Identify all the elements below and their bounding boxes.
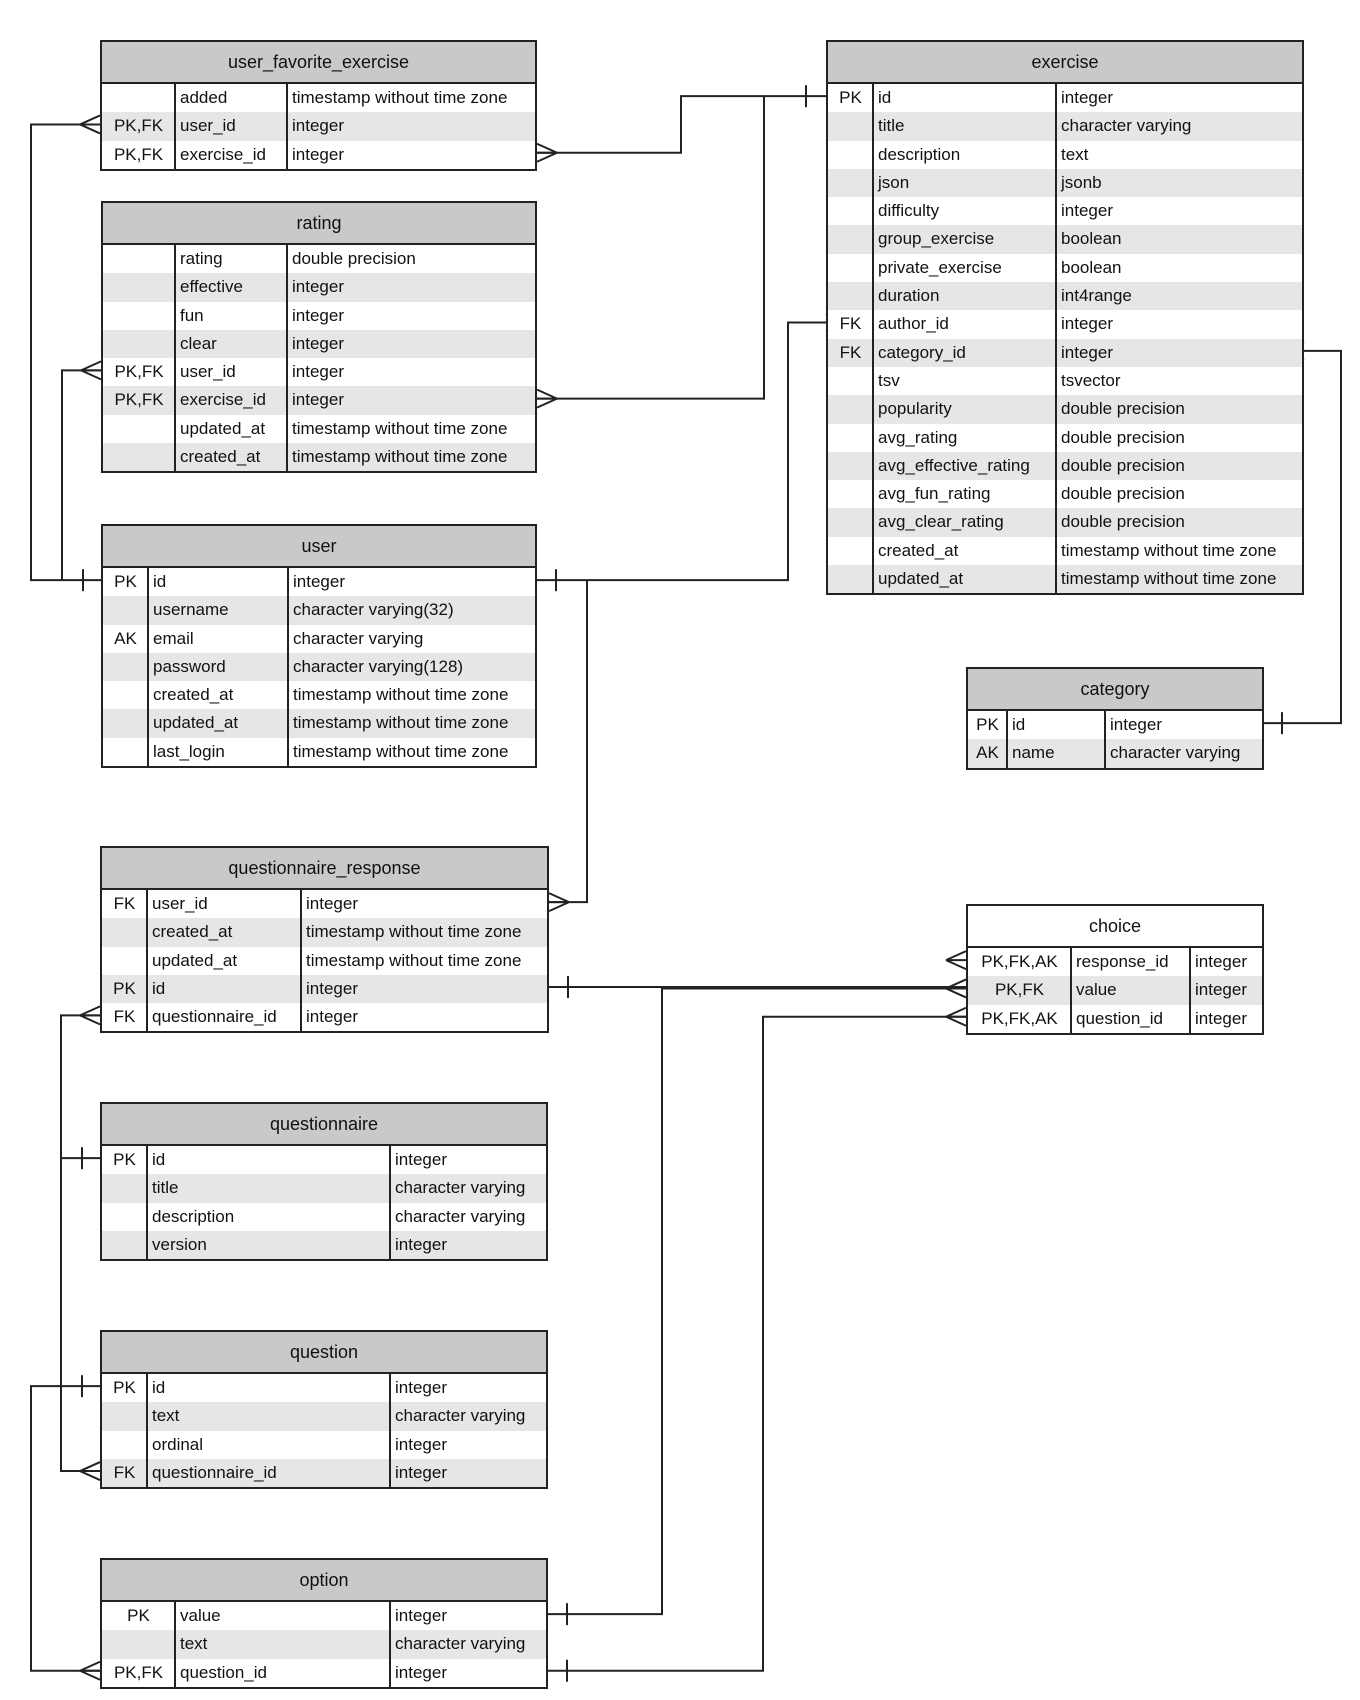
- relationship-line: [31, 1386, 100, 1671]
- table-row: [102, 1402, 546, 1430]
- relationship-line: [537, 96, 764, 399]
- column-type: integer: [395, 1434, 447, 1454]
- key-cell: [102, 1231, 147, 1259]
- column-divider: [1070, 948, 1072, 1033]
- table-row: [968, 1005, 1262, 1033]
- column-divider: [1006, 711, 1008, 768]
- relationship-line: [548, 1017, 966, 1671]
- table-row: [828, 84, 1302, 112]
- table-row: [103, 681, 535, 709]
- table-title: questionnaire: [102, 1104, 546, 1146]
- key-cell: [103, 245, 175, 273]
- relationship-line: [537, 323, 826, 581]
- table-row: [103, 386, 535, 414]
- column-type: timestamp without time zone: [292, 447, 508, 467]
- table-row: [102, 1203, 546, 1231]
- table-row: [103, 302, 535, 330]
- table-row: [103, 273, 535, 301]
- column-type: timestamp without time zone: [293, 713, 509, 733]
- table-option: [100, 1558, 548, 1689]
- key-cell: [102, 84, 175, 112]
- table-row: [828, 169, 1302, 197]
- column-divider: [1055, 84, 1057, 593]
- column-name: id: [152, 1378, 166, 1397]
- table-title: questionnaire_response: [102, 848, 547, 890]
- key-cell: FK: [113, 894, 136, 913]
- column-name: user_id: [180, 362, 236, 382]
- key-cell: PK,FK: [113, 1662, 164, 1682]
- key-cell: PK: [113, 1150, 136, 1169]
- column-name: value: [180, 1606, 221, 1625]
- column-type: character varying: [1061, 116, 1192, 136]
- column-type: timestamp without time zone: [293, 685, 509, 705]
- table-row: [103, 738, 535, 766]
- column-type: integer: [1061, 342, 1113, 362]
- column-type: double precision: [1061, 512, 1185, 532]
- column-name: popularity: [878, 399, 952, 419]
- key-cell: [828, 141, 873, 169]
- column-name: name: [1012, 743, 1055, 763]
- column-type: integer: [1061, 88, 1113, 107]
- column-type: double precision: [292, 249, 416, 268]
- table-row: [102, 1231, 546, 1259]
- table-row: [103, 653, 535, 681]
- column-name: group_exercise: [878, 229, 995, 249]
- table-questionnaire: [100, 1102, 548, 1261]
- key-cell: PK: [839, 88, 862, 107]
- key-cell: [102, 918, 147, 946]
- relationship-line: [62, 370, 101, 580]
- table-row: [103, 625, 535, 653]
- column-name: fun: [180, 305, 204, 325]
- key-cell: [828, 197, 873, 225]
- table-title: question: [102, 1332, 546, 1374]
- column-name: text: [152, 1406, 180, 1426]
- key-cell: [828, 254, 873, 282]
- column-name: updated_at: [153, 713, 239, 733]
- key-cell: PK,FK: [113, 144, 164, 164]
- table-row: [968, 976, 1262, 1004]
- column-divider: [146, 890, 148, 1031]
- key-cell: PK: [976, 715, 999, 734]
- column-divider: [147, 568, 149, 766]
- column-type: integer: [1110, 715, 1162, 734]
- column-name: questionnaire_id: [152, 1007, 277, 1027]
- column-name: updated_at: [152, 950, 238, 970]
- table-user: [101, 524, 537, 768]
- table-rating: [101, 201, 537, 473]
- crows-foot-marker: [81, 361, 101, 379]
- key-cell: [828, 508, 873, 536]
- key-cell: FK: [113, 1462, 136, 1482]
- column-name: description: [152, 1206, 235, 1226]
- column-type: character varying(128): [293, 656, 464, 676]
- key-cell: [828, 395, 873, 423]
- relationship-line: [537, 96, 826, 153]
- column-divider: [174, 1602, 176, 1687]
- key-cell: PK,FK,AK: [981, 1008, 1058, 1028]
- table-row: [828, 282, 1302, 310]
- column-type: boolean: [1061, 229, 1122, 249]
- table-title: option: [102, 1560, 546, 1602]
- column-name: ordinal: [152, 1434, 204, 1454]
- column-type: double precision: [1061, 455, 1185, 475]
- column-divider: [389, 1146, 391, 1259]
- key-cell: [102, 1203, 147, 1231]
- column-type: integer: [395, 1462, 447, 1482]
- column-name: exercise_id: [180, 144, 266, 164]
- column-name: response_id: [1076, 952, 1169, 971]
- column-name: questionnaire_id: [152, 1462, 277, 1482]
- table-row: [828, 508, 1302, 536]
- column-name: title: [878, 116, 905, 136]
- column-name: question_id: [1076, 1008, 1163, 1028]
- table-row: [102, 1630, 546, 1658]
- column-name: password: [153, 656, 226, 676]
- column-name: last_login: [153, 741, 225, 761]
- column-name: private_exercise: [878, 257, 1002, 277]
- column-type: integer: [395, 1662, 447, 1682]
- key-cell: [103, 415, 175, 443]
- crows-foot-marker: [946, 979, 966, 997]
- key-cell: PK: [113, 978, 136, 998]
- table-questionnaire-response: [100, 846, 549, 1033]
- column-type: integer: [306, 978, 358, 998]
- table-title: user: [103, 526, 535, 568]
- column-name: exercise_id: [180, 390, 266, 410]
- column-type: timestamp without time zone: [1061, 569, 1277, 589]
- table-row: [103, 245, 535, 273]
- relationship-line: [61, 1015, 100, 1471]
- crows-foot-marker: [537, 390, 557, 408]
- table-row: [828, 480, 1302, 508]
- column-type: integer: [395, 1378, 447, 1397]
- column-name: id: [878, 88, 892, 107]
- key-cell: [828, 282, 873, 310]
- table-user-favorite-exercise: [100, 40, 537, 171]
- key-cell: [103, 653, 148, 681]
- column-type: int4range: [1061, 286, 1132, 306]
- table-row: [102, 1431, 546, 1459]
- column-name: effective: [180, 277, 244, 297]
- column-divider: [146, 1374, 148, 1487]
- column-divider: [1189, 948, 1191, 1033]
- column-type: timestamp without time zone: [306, 922, 522, 942]
- column-divider: [389, 1602, 391, 1687]
- table-title: exercise: [828, 42, 1302, 84]
- column-divider: [300, 890, 302, 1031]
- key-cell: [103, 681, 148, 709]
- column-divider: [146, 1146, 148, 1259]
- key-cell: FK: [113, 1007, 136, 1027]
- key-cell: PK: [113, 1378, 136, 1397]
- column-type: tsvector: [1061, 370, 1121, 390]
- column-name: avg_fun_rating: [878, 484, 991, 504]
- relationship-line: [548, 988, 966, 1614]
- table-row: [102, 1374, 546, 1402]
- table-row: [102, 918, 547, 946]
- table-title: rating: [103, 203, 535, 245]
- column-name: id: [1012, 715, 1026, 734]
- column-divider: [287, 568, 289, 766]
- key-cell: FK: [839, 342, 862, 362]
- crows-foot-marker: [80, 115, 100, 133]
- key-cell: [828, 367, 873, 395]
- table-row: [102, 1459, 546, 1487]
- table-row: [828, 197, 1302, 225]
- key-cell: [828, 112, 873, 140]
- crows-foot-marker: [549, 893, 569, 911]
- column-name: created_at: [153, 685, 234, 705]
- column-name: value: [1076, 980, 1117, 1000]
- column-name: author_id: [878, 314, 949, 334]
- key-cell: [828, 225, 873, 253]
- table-row: [828, 339, 1302, 367]
- column-type: integer: [306, 1007, 358, 1027]
- table-row: [103, 568, 535, 596]
- column-name: avg_clear_rating: [878, 512, 1004, 532]
- column-type: integer: [1061, 314, 1113, 334]
- column-type: character varying(32): [293, 600, 454, 620]
- table-row: [102, 141, 535, 169]
- table-row: [828, 395, 1302, 423]
- column-name: tsv: [878, 370, 900, 390]
- key-cell: PK,FK,AK: [981, 952, 1058, 971]
- column-type: integer: [292, 277, 344, 297]
- column-name: created_at: [152, 922, 233, 942]
- column-name: added: [180, 88, 228, 107]
- table-row: [102, 1174, 546, 1202]
- column-name: question_id: [180, 1662, 267, 1682]
- column-divider: [174, 84, 176, 169]
- table-row: [102, 84, 535, 112]
- column-name: clear: [180, 333, 217, 353]
- relationship-line: [31, 124, 101, 580]
- key-cell: [103, 443, 175, 471]
- table-row: [828, 367, 1302, 395]
- column-type: integer: [395, 1234, 447, 1254]
- table-row: [828, 537, 1302, 565]
- key-cell: [828, 452, 873, 480]
- table-row: [102, 890, 547, 918]
- column-type: integer: [395, 1606, 447, 1625]
- column-type: double precision: [1061, 399, 1185, 419]
- key-cell: [103, 596, 148, 624]
- column-type: timestamp without time zone: [292, 418, 508, 438]
- column-divider: [286, 245, 288, 471]
- column-type: integer: [306, 894, 358, 913]
- column-name: id: [152, 1150, 166, 1169]
- key-cell: [102, 1174, 147, 1202]
- table-category: [966, 667, 1264, 770]
- column-type: integer: [1061, 201, 1113, 221]
- table-choice: [966, 904, 1264, 1035]
- key-cell: [828, 169, 873, 197]
- crows-foot-marker: [946, 1008, 966, 1026]
- crows-foot-marker: [80, 1462, 100, 1480]
- column-type: timestamp without time zone: [293, 741, 509, 761]
- column-type: timestamp without time zone: [1061, 540, 1277, 560]
- key-cell: AK: [976, 743, 999, 763]
- table-row: [968, 711, 1262, 739]
- column-type: character varying: [395, 1206, 526, 1226]
- key-cell: [103, 709, 148, 737]
- key-cell: [828, 424, 873, 452]
- table-row: [102, 1602, 546, 1630]
- table-row: [103, 358, 535, 386]
- key-cell: [103, 738, 148, 766]
- table-row: [828, 254, 1302, 282]
- column-name: id: [152, 978, 166, 998]
- crows-foot-marker: [537, 144, 557, 162]
- key-cell: FK: [839, 314, 862, 334]
- key-cell: [103, 273, 175, 301]
- column-divider: [174, 245, 176, 471]
- table-row: [103, 709, 535, 737]
- table-row: [828, 112, 1302, 140]
- table-row: [828, 310, 1302, 338]
- column-type: integer: [395, 1150, 447, 1169]
- key-cell: [103, 330, 175, 358]
- relationship-line: [549, 580, 587, 902]
- table-row: [828, 141, 1302, 169]
- column-type: integer: [1195, 980, 1247, 1000]
- column-type: integer: [293, 572, 345, 591]
- table-row: [102, 975, 547, 1003]
- table-row: [828, 452, 1302, 480]
- column-divider: [389, 1374, 391, 1487]
- table-title: category: [968, 669, 1262, 711]
- column-name: json: [878, 172, 910, 192]
- key-cell: PK,FK: [994, 980, 1045, 1000]
- crows-foot-marker: [946, 951, 966, 969]
- key-cell: PK: [127, 1606, 150, 1625]
- column-type: double precision: [1061, 427, 1185, 447]
- column-type: character varying: [395, 1634, 526, 1654]
- column-name: duration: [878, 286, 940, 306]
- column-name: email: [153, 628, 194, 648]
- table-row: [103, 443, 535, 471]
- column-name: id: [153, 572, 167, 591]
- table-row: [102, 1146, 546, 1174]
- column-name: title: [152, 1178, 179, 1198]
- table-question: [100, 1330, 548, 1489]
- table-row: [968, 739, 1262, 767]
- key-cell: AK: [114, 628, 137, 648]
- column-type: timestamp without time zone: [292, 88, 508, 107]
- table-row: [103, 596, 535, 624]
- column-name: avg_rating: [878, 427, 958, 447]
- column-name: version: [152, 1234, 207, 1254]
- key-cell: PK: [114, 572, 137, 591]
- column-name: text: [180, 1634, 208, 1654]
- table-row: [102, 1003, 547, 1031]
- column-type: timestamp without time zone: [306, 950, 522, 970]
- column-type: jsonb: [1061, 172, 1102, 192]
- column-type: integer: [292, 305, 344, 325]
- key-cell: [102, 1402, 147, 1430]
- column-name: avg_effective_rating: [878, 455, 1030, 475]
- key-cell: [828, 480, 873, 508]
- key-cell: PK,FK: [114, 362, 164, 382]
- column-type: integer: [292, 333, 344, 353]
- column-type: integer: [1195, 1008, 1247, 1028]
- key-cell: PK,FK: [114, 390, 164, 410]
- column-type: integer: [1195, 952, 1247, 971]
- crows-foot-marker: [80, 1662, 100, 1680]
- key-cell: [102, 947, 147, 975]
- column-name: description: [878, 144, 961, 164]
- column-divider: [872, 84, 874, 593]
- column-type: text: [1061, 144, 1089, 164]
- column-type: double precision: [1061, 484, 1185, 504]
- table-title: choice: [968, 906, 1262, 948]
- column-type: character varying: [395, 1406, 526, 1426]
- column-name: user_id: [152, 894, 208, 913]
- key-cell: [102, 1630, 175, 1658]
- column-name: username: [153, 600, 229, 620]
- column-name: user_id: [180, 116, 236, 136]
- table-row: [968, 948, 1262, 976]
- column-type: integer: [292, 362, 344, 382]
- key-cell: [828, 537, 873, 565]
- table-row: [828, 225, 1302, 253]
- table-row: [103, 415, 535, 443]
- table-row: [102, 1659, 546, 1687]
- column-divider: [286, 84, 288, 169]
- key-cell: [828, 565, 873, 593]
- column-name: created_at: [878, 540, 959, 560]
- column-type: character varying: [1110, 743, 1241, 763]
- table-row: [828, 565, 1302, 593]
- table-row: [103, 330, 535, 358]
- table-exercise: [826, 40, 1304, 595]
- column-type: integer: [292, 116, 344, 136]
- column-type: boolean: [1061, 257, 1122, 277]
- column-divider: [1104, 711, 1106, 768]
- table-row: [102, 947, 547, 975]
- crows-foot-marker: [80, 1006, 100, 1024]
- column-name: difficulty: [878, 201, 940, 221]
- column-name: rating: [180, 249, 223, 268]
- column-name: updated_at: [878, 569, 964, 589]
- column-name: created_at: [180, 447, 261, 467]
- column-type: integer: [292, 390, 344, 410]
- column-type: integer: [292, 144, 344, 164]
- column-type: character varying: [395, 1178, 526, 1198]
- table-row: [828, 424, 1302, 452]
- column-name: category_id: [878, 342, 966, 362]
- key-cell: [102, 1431, 147, 1459]
- table-title: user_favorite_exercise: [102, 42, 535, 84]
- column-type: character varying: [293, 628, 424, 648]
- column-name: updated_at: [180, 418, 266, 438]
- key-cell: PK,FK: [113, 116, 164, 136]
- key-cell: [103, 302, 175, 330]
- table-row: [102, 112, 535, 140]
